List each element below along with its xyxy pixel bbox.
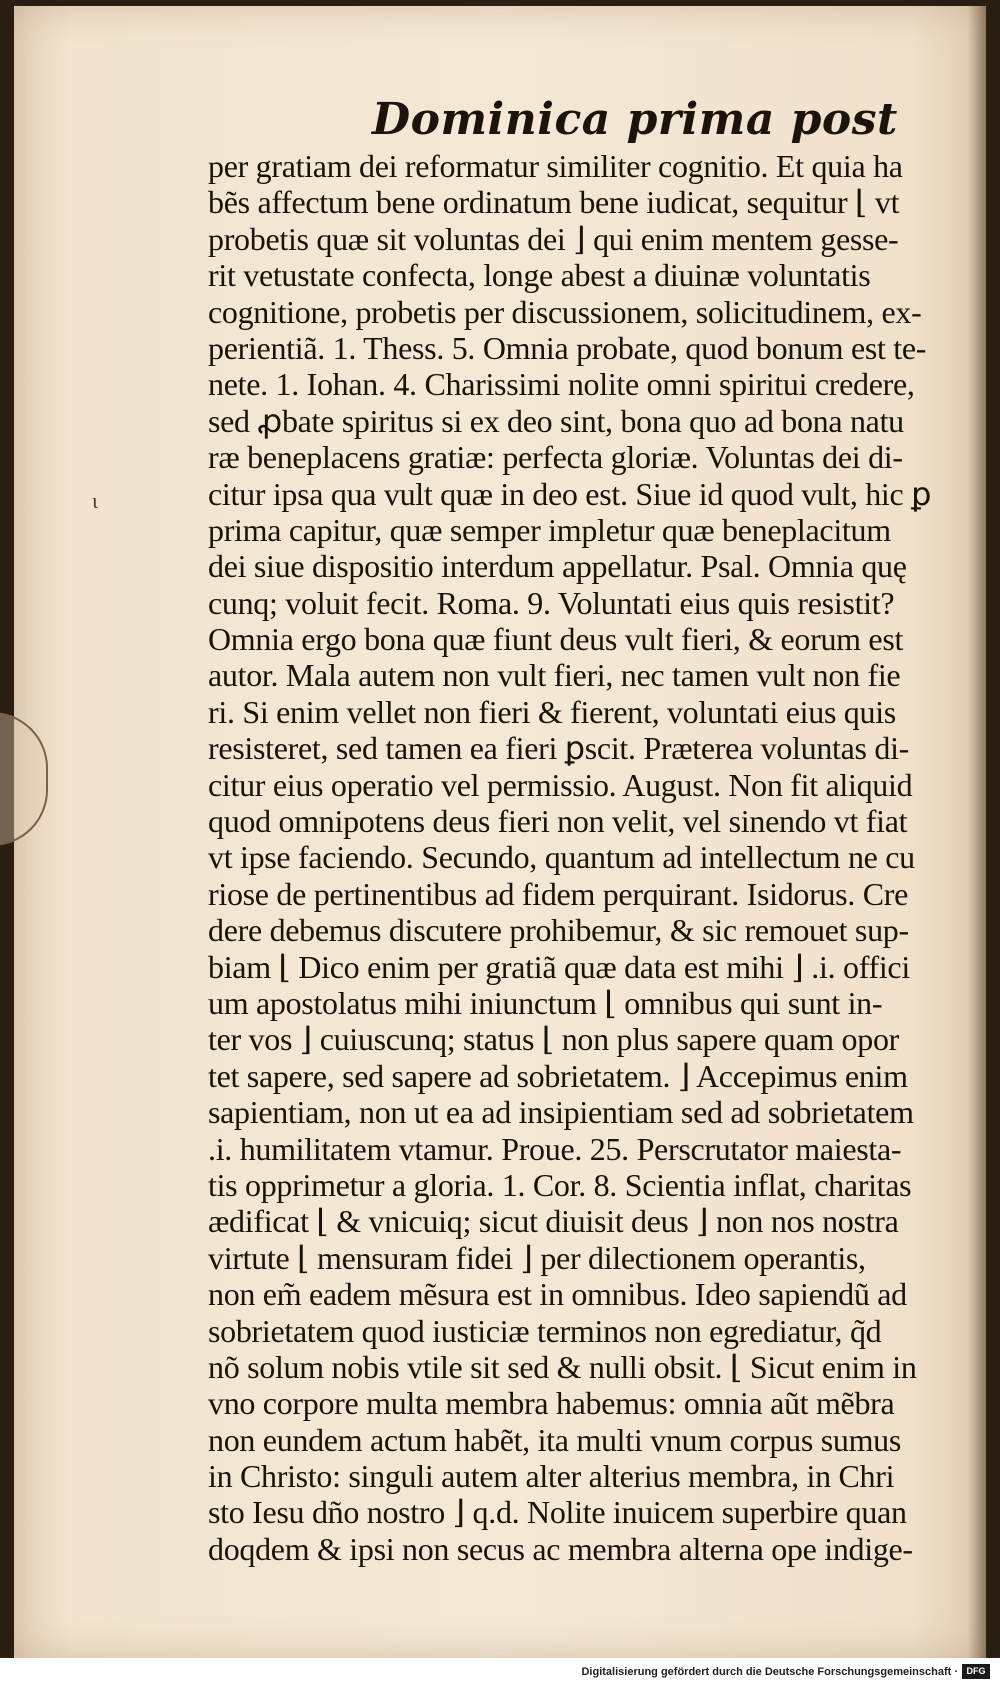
text-line: in Christo: singuli autem alter alterius membra, in Chri [208, 1458, 895, 1495]
text-line: perientiã. 1. Thess. 5. Omnia probate, quod bonum est te- [208, 329, 927, 366]
text-line: probetis quæ sit voluntas dei ⌋ qui enim mentem gesse- [208, 220, 899, 257]
text-line: dei siue dispositio interdum appellatur. Psal. Omnia quę [208, 548, 907, 585]
text-line: um apostolatus mihi iniunctum ⌊ omnibus qui sunt in- [208, 984, 883, 1021]
text-line: ræ beneplacens gratiæ: perfecta gloriæ. Voluntas dei di- [208, 439, 903, 476]
text-line: per gratiam dei reformatur similiter cognitio. Et quia ha [208, 148, 903, 184]
body-text [208, 148, 948, 1567]
text-line: doqdem & ipsi non secus ac membra alterna ope indige- [208, 1530, 913, 1567]
text-line: nete. 1. Iohan. 4. Charissimi nolite omni spiritui credere, [208, 366, 915, 403]
dfg-logo: DFG [962, 1664, 990, 1679]
text-line: cunq; voluit fecit. Roma. 9. Voluntati eius quis resistit? [208, 584, 895, 621]
text-line: Omnia ergo bona quæ fiunt deus vult fieri, & eorum est [208, 621, 904, 658]
text-line: non em̃ eadem mẽsura est in omnibus. Ideo sapiendũ ad [208, 1276, 907, 1313]
page-edge-shadow [968, 6, 986, 1658]
text-line: riose de pertinentibus ad fidem perquirant. Isidorus. Cre [208, 875, 909, 912]
text-line: dere debemus discutere prohibemur, & sic remouet sup- [208, 912, 909, 949]
text-line: citur ipsa qua vult quæ in deo est. Siue id quod vult, hic ꝑ [208, 475, 932, 512]
text-line: rit vetustate confecta, longe abest a diuinæ voluntatis [208, 257, 871, 294]
text-line: .i. humilitatem vtamur. Proue. 25. Perscrutator maiesta- [208, 1130, 902, 1167]
text-line: vt ipse faciendo. Secundo, quantum ad intellectum ne cu [208, 839, 915, 876]
text-line: prima capitur, quæ semper impletur quæ beneplacitum [208, 511, 891, 548]
text-line: sobrietatem quod iusticiæ terminos non egrediatur, q̃d [208, 1312, 882, 1349]
funding-credit: Digitalisierung gefördert durch die Deutsche Forschungsgemeinschaft · [581, 1666, 958, 1678]
text-line: non eundem actum habẽt, ita multi vnum corpus sumus [208, 1421, 902, 1458]
text-line: cognitione, probetis per discussionem, solicitudinem, ex- [208, 293, 922, 330]
text-line: citur eius operatio vel permissio. August. Non fit aliquid [208, 766, 913, 803]
text-line: sed ꝓbate spiritus si ex deo sint, bona quo ad bona natu [208, 402, 904, 439]
text-line: nõ solum nobis vtile sit sed & nulli obsit. ⌊ Sicut enim in [208, 1348, 917, 1385]
text-line: tet sapere, sed sapere ad sobrietatem. ⌋ Accepimus enim [208, 1057, 908, 1094]
text-line: resisteret, sed tamen ea fieri ꝑscit. Præterea voluntas di- [208, 730, 910, 767]
text-line: biam ⌊ Dico enim per gratiã quæ data est mihi ⌋ .i. offici [208, 948, 910, 985]
text-line: bẽs affectum bene ordinatum bene iudicat, sequitur ⌊ vt [208, 184, 900, 221]
text-line: sapientiam, non ut ea ad insipientiam sed ad sobrietatem [208, 1094, 914, 1131]
text-line: tis opprimetur a gloria. 1. Cor. 8. Scientia inflat, charitas [208, 1166, 912, 1203]
text-line: sto Iesu dño nostro ⌋ q.d. Nolite inuicem superbire quan [208, 1494, 907, 1531]
text-line: virtute ⌊ mensuram fidei ⌋ per dilectionem operantis, [208, 1239, 866, 1276]
running-heading: Dominica prima post [372, 94, 898, 145]
text-line: autor. Mala autem non vult fieri, nec tamen vult non fie [208, 657, 901, 694]
text-line: ri. Si enim vellet non fieri & fierent, voluntati eius quis [208, 693, 896, 730]
text-line: quod omnipotens deus fieri non velit, vel sinendo vt fiat [208, 803, 908, 840]
text-line: vno corpore multa membra habemus: omnia aũt mẽbra [208, 1385, 895, 1422]
text-line: ædificat ⌊ & vnicuiq; sicut diuisit deus ⌋ non nos nostra [208, 1203, 899, 1240]
text-line: ter vos ⌋ cuiuscunq; status ⌊ non plus sapere quam opor [208, 1021, 900, 1058]
margin-mark: ι [92, 488, 98, 513]
